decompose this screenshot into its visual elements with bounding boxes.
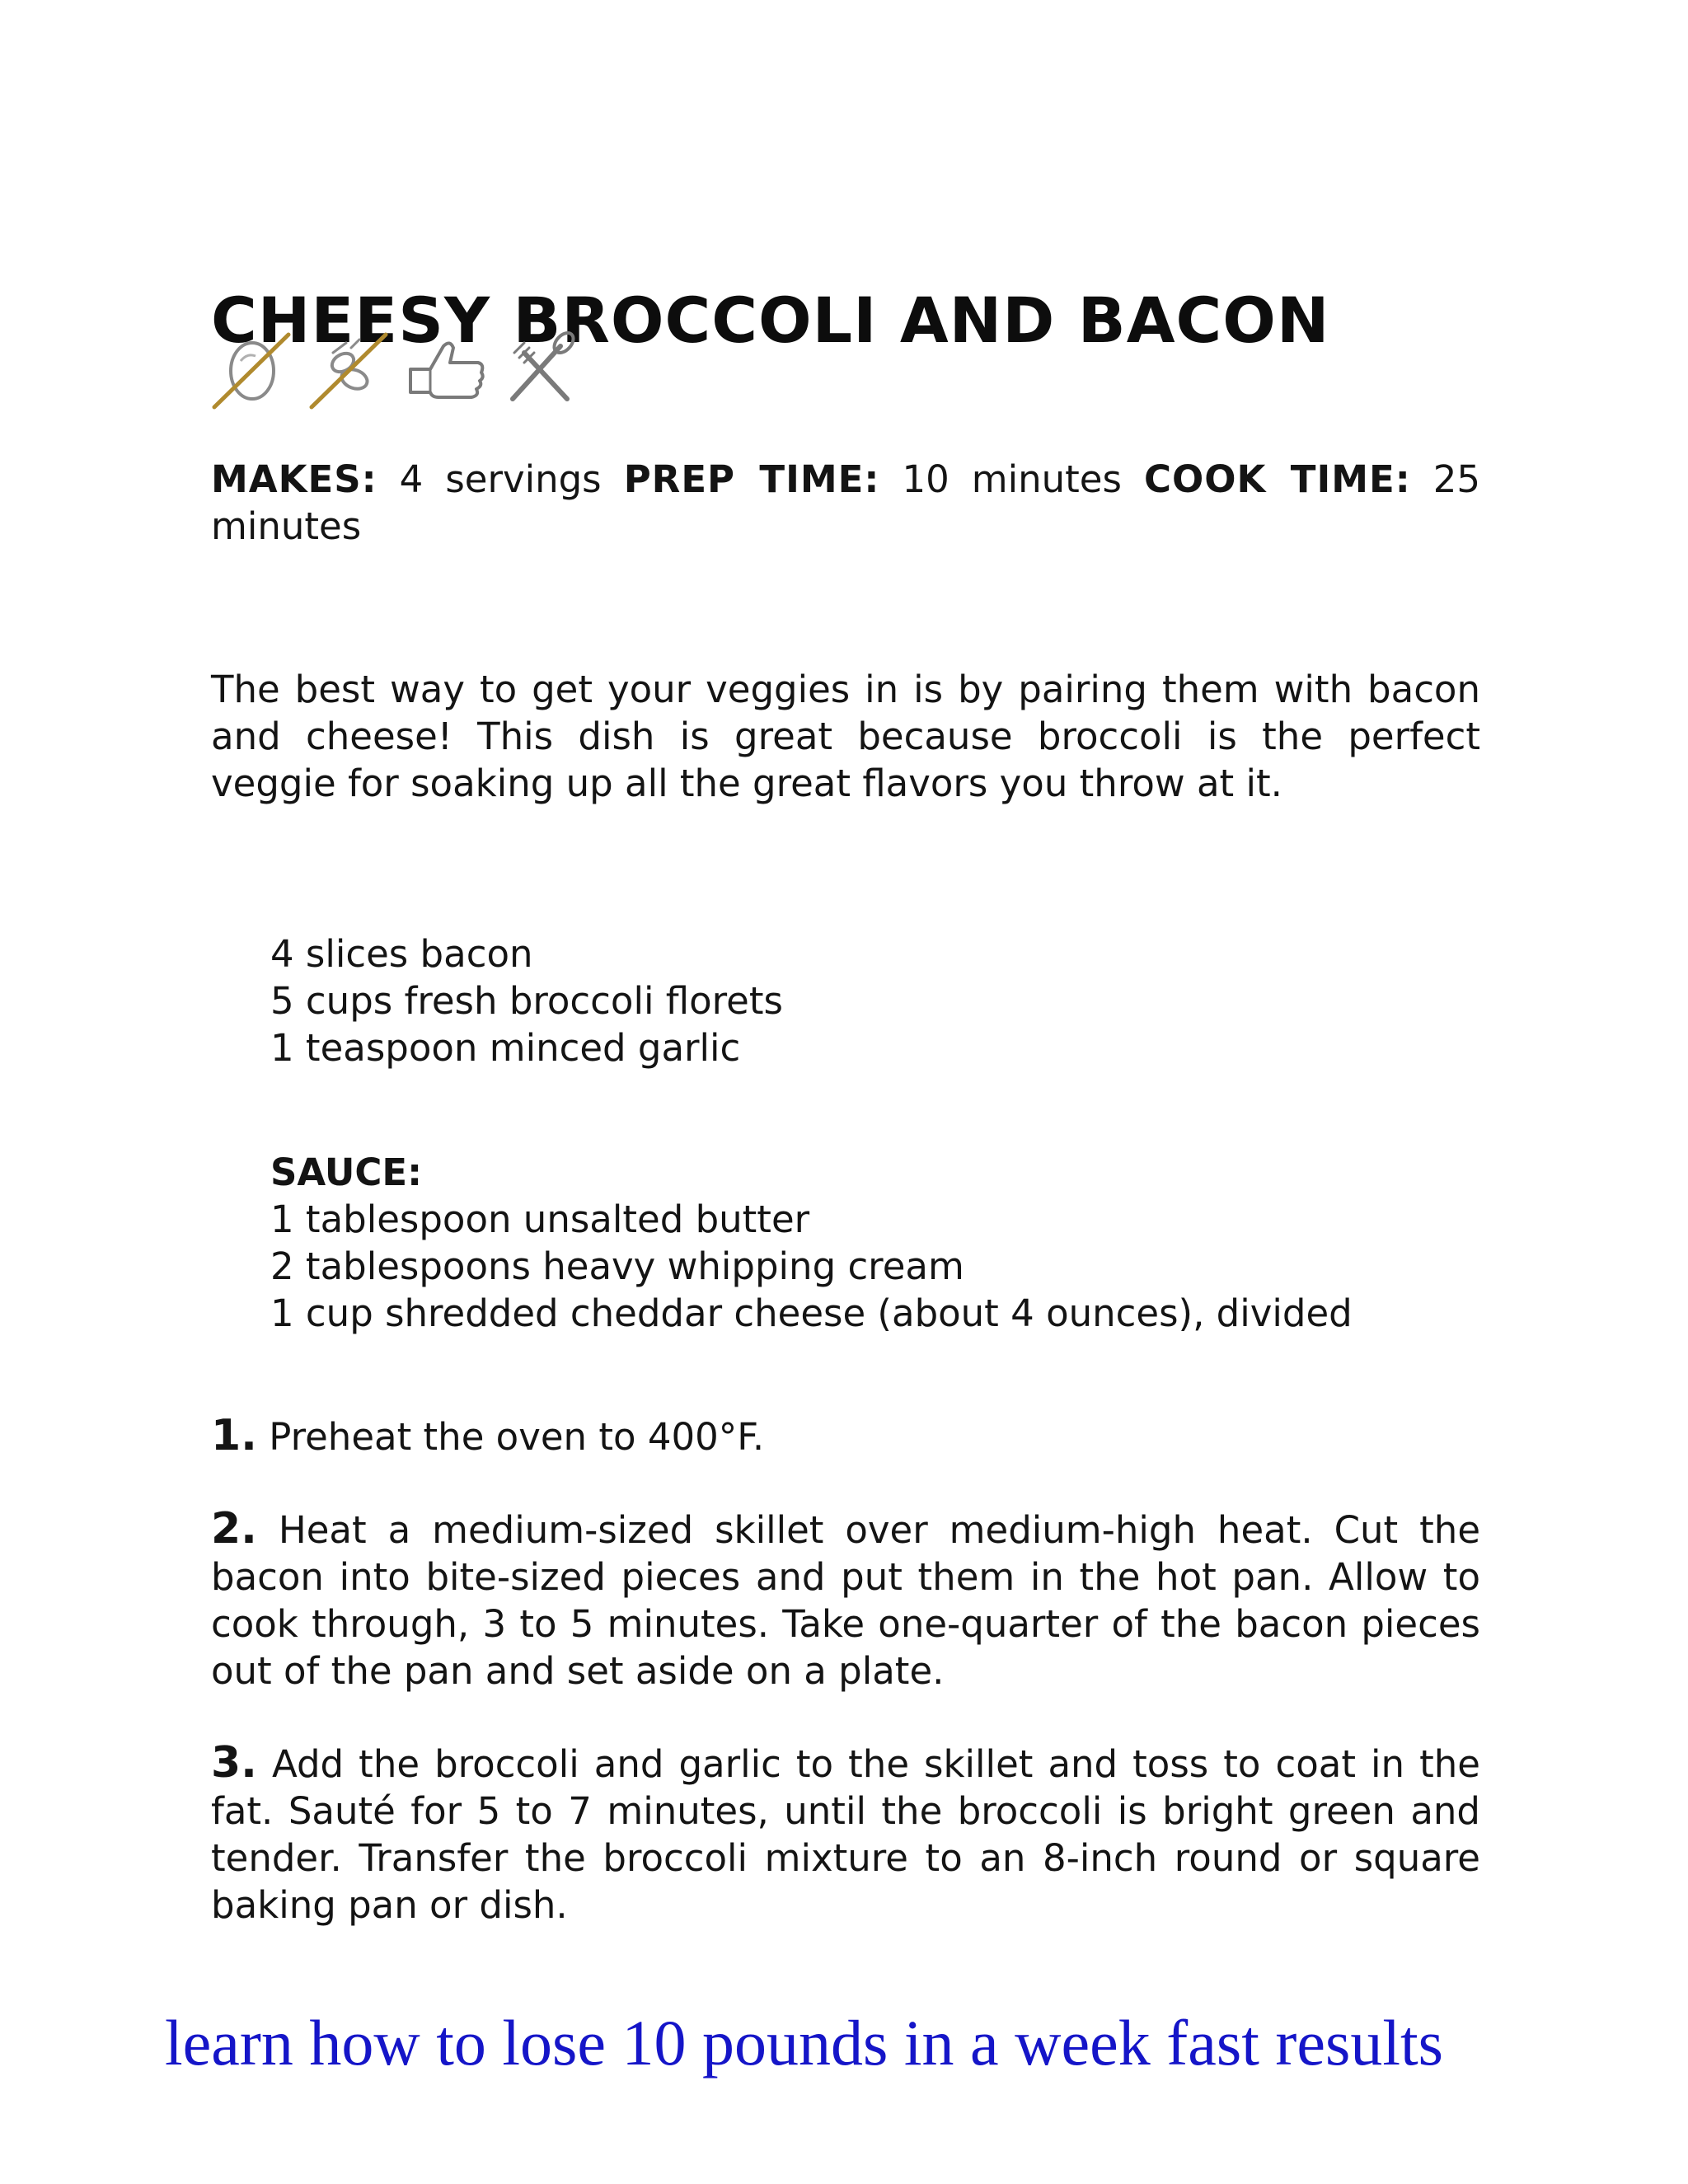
diet-icons <box>208 328 587 417</box>
sauce-heading: SAUCE: <box>270 1151 423 1194</box>
step-number: 1. <box>211 1411 257 1460</box>
sauce-ingredient-list <box>270 1149 1490 1337</box>
no-nuts-icon <box>305 328 394 414</box>
thumbs-up-icon <box>402 328 491 414</box>
makes-value: 4 servings <box>399 457 602 501</box>
instruction-step <box>211 1506 1480 1694</box>
instruction-step <box>211 1740 1480 1929</box>
step-text: Preheat the oven to 400°F. <box>269 1415 765 1459</box>
ingredient-item: 5 cups fresh broccoli florets <box>270 979 783 1023</box>
cook-time-value: 25 minutes <box>211 457 1481 548</box>
step-text: Add the broccoli and garlic to the skillet and toss to coat in the fat. Sauté for 5 to 7 minutes, until the broccoli is bright green and tender. Transfer the broccoli mixture to an 8-inch round or square baking pan or dish. <box>211 1742 1480 1927</box>
ingredient-item: 4 slices bacon <box>270 932 533 976</box>
makes-label: MAKES: <box>211 457 377 501</box>
recipe-meta <box>211 456 1480 550</box>
ingredient-list <box>270 930 1490 1071</box>
sauce-item: 2 tablespoons heavy whipping cream <box>270 1244 964 1288</box>
no-egg-icon <box>208 328 297 414</box>
ingredient-item: 1 teaspoon minced garlic <box>270 1026 741 1070</box>
sauce-item: 1 cup shredded cheddar cheese (about 4 ounces), divided <box>270 1291 1353 1335</box>
cook-time-label: COOK TIME: <box>1143 457 1411 501</box>
recipe-intro: The best way to get your veggies in is by pairing them with bacon and cheese! This dish is great because broccoli is the perfect veggie for soaking up all the great flavors you throw at it. <box>211 668 1480 805</box>
instruction-step <box>211 1413 1480 1460</box>
instruction-steps <box>211 1413 1480 1974</box>
utensils-icon <box>496 328 585 414</box>
sauce-item: 1 tablespoon unsalted butter <box>270 1197 810 1241</box>
step-number: 2. <box>211 1504 257 1554</box>
promo-link[interactable]: learn how to lose 10 pounds in a week fast results <box>165 2007 1444 2079</box>
step-number: 3. <box>211 1738 257 1788</box>
prep-time-label: PREP TIME: <box>623 457 880 501</box>
prep-time-value: 10 minutes <box>902 457 1122 501</box>
step-text: Heat a medium-sized skillet over medium-high heat. Cut the bacon into bite-sized pieces and put them in the hot pan. Allow to cook through, 3 to 5 minutes. Take one-quarter of the bacon pieces out of the pan and set aside on a plate. <box>211 1508 1480 1693</box>
recipe-title: CHEESY BROCCOLI AND BACON <box>211 283 1330 357</box>
